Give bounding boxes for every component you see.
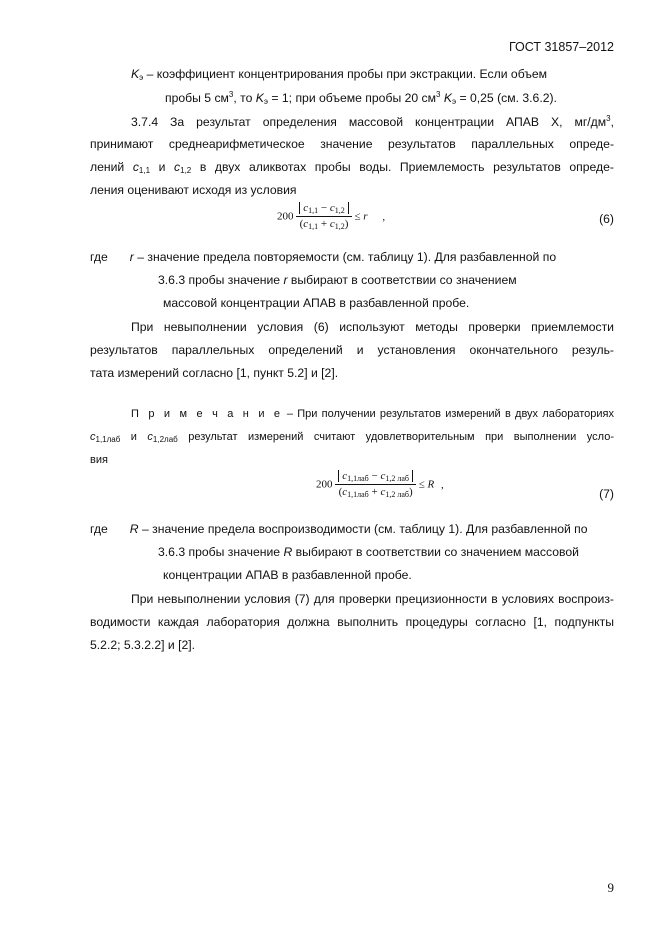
formula-7 bbox=[316, 469, 444, 500]
ke-symbol: K bbox=[131, 67, 140, 81]
c-subscript: 1,2 bbox=[334, 206, 345, 215]
c-subscript: 1,2 лаб bbox=[385, 474, 409, 483]
ke-symbol-sub: э bbox=[139, 73, 144, 82]
c-symbol: c bbox=[329, 218, 335, 230]
ke-definition-line2 bbox=[165, 90, 557, 106]
c-symbol: c bbox=[147, 431, 153, 443]
ke-definition-text: – коэффициент концентрирования пробы при экстракции. Если объем bbox=[143, 67, 548, 81]
c-symbol: c bbox=[380, 486, 386, 498]
c-symbol: c bbox=[342, 470, 348, 482]
formula-rhs: r bbox=[363, 210, 368, 223]
c-subscript: 1,1лаб bbox=[347, 474, 369, 483]
where-word: где bbox=[90, 250, 108, 264]
text: 3.6.3 пробы значение bbox=[158, 545, 284, 559]
c-subscript: 1,1 bbox=[308, 206, 319, 215]
text: 3.6.3 пробы значение bbox=[158, 273, 284, 287]
c-subscript: 1,2 лаб bbox=[385, 490, 409, 499]
where-r-line3: массовой концентрации АПАВ в разбавленной пробе. bbox=[163, 296, 470, 310]
where-r-line2 bbox=[158, 273, 517, 287]
formula-comma: , bbox=[441, 478, 444, 491]
plus-sign: + bbox=[320, 218, 328, 230]
paren: ) bbox=[344, 218, 349, 230]
formula-comma: , bbox=[382, 210, 386, 223]
formula-denominator bbox=[296, 217, 352, 232]
formula-7-number: (7) bbox=[599, 487, 614, 501]
ke-definition-line1 bbox=[131, 67, 547, 82]
where-r-line1 bbox=[90, 250, 556, 264]
formula-numerator bbox=[296, 201, 352, 217]
where-R-text: – значение предела воспроизводимости (см. таблицу 1). Для разбавленной по bbox=[138, 522, 588, 536]
R-symbol: R bbox=[283, 545, 293, 559]
and-word: и bbox=[120, 431, 148, 443]
c-symbol: c bbox=[303, 218, 309, 230]
paren: ( bbox=[299, 218, 304, 230]
c-subscript: 1,1 bbox=[308, 222, 319, 231]
minus-sign: − bbox=[320, 202, 328, 214]
fail7-line1: При невыполнении условия (7) для проверки прецизионности в условиях воспроиз- bbox=[131, 592, 614, 606]
section-374-line2: принимают среднеарифметическое значение результатов параллельных опреде- bbox=[90, 137, 614, 151]
formula-denominator bbox=[335, 485, 416, 500]
ke-symbol-sub: э bbox=[452, 97, 457, 106]
c-subscript: 1,2 bbox=[180, 166, 192, 175]
minus-sign: − bbox=[371, 470, 378, 482]
c-symbol: c bbox=[174, 160, 181, 174]
c-symbol: c bbox=[90, 431, 96, 443]
c-subscript: 1,1лаб bbox=[347, 490, 369, 499]
ke-text-a: пробы 5 см bbox=[165, 91, 229, 105]
c-symbol: c bbox=[303, 202, 309, 214]
where-r-text: – значение предела повторяемости (см. таблицу 1). Для разбавленной по bbox=[133, 250, 557, 264]
c-subscript: 1,1лаб bbox=[95, 435, 121, 444]
c-symbol: c bbox=[329, 202, 335, 214]
note-label: П р и м е ч а н и е bbox=[131, 408, 283, 420]
paren: ( bbox=[338, 486, 343, 498]
ke-text-b: , то bbox=[233, 91, 256, 105]
fail6-line3: тата измерений согласно [1, пункт 5.2] и [2]. bbox=[90, 366, 339, 380]
where-R-line2 bbox=[158, 545, 579, 559]
formula-6-number: (6) bbox=[599, 212, 614, 226]
where-R-line3: концентрации АПАВ в разбавленной пробе. bbox=[163, 568, 412, 582]
absolute-value bbox=[338, 470, 413, 482]
formula-fraction bbox=[335, 469, 416, 500]
formula-coefficient: 200 bbox=[277, 210, 294, 223]
note-text: результат измерений считают удовлетворительным при выполнении усло- bbox=[177, 431, 614, 443]
fail7-line3: 5.2.2; 5.3.2.2] и [2]. bbox=[90, 638, 196, 652]
section-374-line4: ления оценивают исходя из условия bbox=[90, 183, 297, 197]
section-374-comma: , bbox=[610, 115, 614, 129]
c-subscript: 1,1 bbox=[138, 166, 151, 175]
formula-6 bbox=[277, 201, 385, 232]
leq-sign: ≤ bbox=[354, 210, 361, 223]
document-header: ГОСТ 31857–2012 bbox=[508, 40, 614, 54]
ke-symbol: K bbox=[443, 91, 452, 105]
R-symbol: R bbox=[129, 522, 139, 536]
ke-text-c: = 1; при объеме пробы 20 см bbox=[268, 91, 437, 105]
where-R-line1 bbox=[90, 522, 588, 536]
formula-coefficient: 200 bbox=[316, 478, 333, 491]
formula-numerator bbox=[335, 469, 416, 485]
c-subscript: 1,2лаб bbox=[152, 435, 178, 444]
ke-symbol: K bbox=[255, 91, 264, 105]
absolute-value bbox=[299, 202, 349, 214]
cube-exponent: 3 bbox=[606, 114, 611, 123]
text: и bbox=[150, 160, 175, 174]
formula-rhs: R bbox=[427, 478, 435, 491]
note-line2 bbox=[90, 431, 614, 444]
fail6-line1: При невыполнении условия (6) используют методы проверки приемлемости bbox=[131, 320, 614, 334]
paren: ) bbox=[409, 486, 413, 498]
formula-fraction bbox=[296, 201, 352, 232]
note-line3: вия bbox=[90, 454, 108, 466]
r-symbol: r bbox=[129, 250, 134, 264]
r-symbol: r bbox=[283, 273, 288, 287]
ke-symbol-sub: э bbox=[263, 97, 268, 106]
c-symbol: c bbox=[380, 470, 386, 482]
where-word: где bbox=[90, 522, 108, 536]
text: в двух аликвотах пробы воды. Приемлемость результатов опреде- bbox=[191, 160, 614, 174]
note-line1 bbox=[131, 408, 614, 420]
section-374-line3 bbox=[90, 160, 614, 175]
section-374-line1 bbox=[131, 114, 614, 129]
fail6-line2: результатов параллельных определений и установления окончательного резуль- bbox=[90, 343, 614, 357]
cube-exponent: 3 bbox=[436, 90, 441, 99]
c-subscript: 1,2 bbox=[334, 222, 345, 231]
leq-sign: ≤ bbox=[418, 478, 425, 491]
page-number: 9 bbox=[607, 880, 614, 895]
text: лений bbox=[90, 160, 133, 174]
c-symbol: c bbox=[132, 160, 139, 174]
ke-text-d: = 0,25 (см. 3.6.2). bbox=[456, 91, 557, 105]
cube-exponent: 3 bbox=[228, 90, 234, 99]
fail7-line2: водимости каждая лаборатория должна выполнить процедуры согласно [1, подпункты bbox=[90, 615, 614, 629]
c-symbol: c bbox=[342, 486, 348, 498]
note-text: – При получении результатов измерений в двух лабораториях bbox=[282, 408, 614, 420]
text: выбирают в соответствии со значением массовой bbox=[292, 545, 579, 559]
plus-sign: + bbox=[371, 486, 378, 498]
text: выбирают в соответствии со значением bbox=[287, 273, 517, 287]
section-374-text: 3.7.4 За результат определения массовой концентрации АПАВ X, мг/дм bbox=[131, 115, 607, 129]
